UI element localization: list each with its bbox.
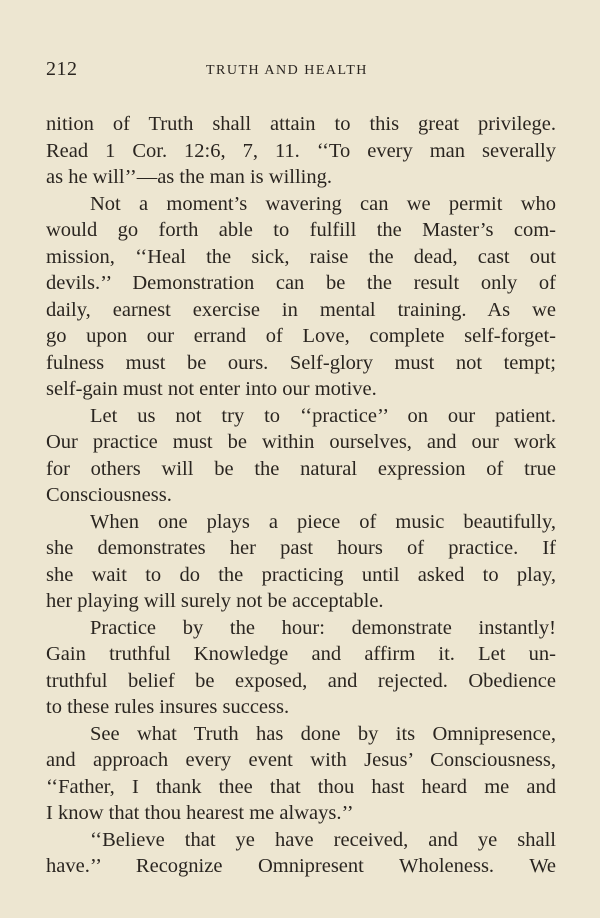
text-line: Consciousness. — [46, 484, 172, 506]
text-line: Read 1 Cor. 12:6, 7, 11. ‘‘To every man severally — [46, 139, 556, 162]
text-line: daily, earnest exercise in mental training. As we — [46, 298, 556, 321]
text-line: and approach every event with Jesus’ Consciousness, — [46, 749, 556, 771]
text-line: she demonstrates her past hours of practice. If — [46, 537, 556, 559]
text-line: See what Truth has done by its Omnipresence, — [90, 722, 556, 745]
text-line: have.’’ Recognize Omnipresent Wholeness. We — [46, 855, 556, 877]
text-line: to these rules insures success. — [46, 696, 290, 718]
text-line: Let us not try to ‘‘practice’’ on our patient. — [90, 404, 556, 427]
text-line: mission, ‘‘Heal the sick, raise the dead, cast out — [46, 245, 556, 268]
text-line: would go forth able to fulfill the Master’s com- — [46, 219, 556, 241]
text-line: Not a moment’s wavering can we permit who — [90, 192, 556, 215]
text-line: nition of Truth shall attain to this great privilege. — [46, 113, 556, 135]
text-line: I know that thou hearest me always.’’ — [46, 802, 354, 824]
text-line: devils.’’ Demonstration can be the result only of — [46, 272, 556, 294]
body-text — [46, 111, 556, 880]
text-line: Our practice must be within ourselves, and our work — [46, 431, 556, 453]
text-line: truthful belief be exposed, and rejected. Obedience — [46, 669, 556, 692]
text-line: Practice by the hour: demonstrate instantly! — [90, 616, 556, 639]
text-line: go upon our errand of Love, complete self-forget- — [46, 325, 556, 347]
text-line: her playing will surely not be acceptable. — [46, 590, 384, 612]
text-line: fulness must be ours. Self-glory must not tempt; — [46, 351, 556, 374]
text-line: for others will be the natural expression of true — [46, 457, 556, 480]
text-line: she wait to do the practicing until asked to play, — [46, 563, 556, 586]
text-line: Gain truthful Knowledge and affirm it. Let un- — [46, 643, 556, 665]
page-number: 212 — [46, 58, 78, 80]
text-line: as he will’’—as the man is willing. — [46, 166, 332, 188]
running-title: TRUTH AND HEALTH — [206, 63, 368, 78]
page-header — [46, 58, 556, 82]
text-line: self-gain must not enter into our motive. — [46, 378, 377, 400]
text-line: ‘‘Father, I thank thee that thou hast heard me and — [46, 775, 556, 798]
text-line: When one plays a piece of music beautifully, — [90, 510, 556, 533]
text-line: ‘‘Believe that ye have received, and ye shall — [90, 828, 556, 851]
